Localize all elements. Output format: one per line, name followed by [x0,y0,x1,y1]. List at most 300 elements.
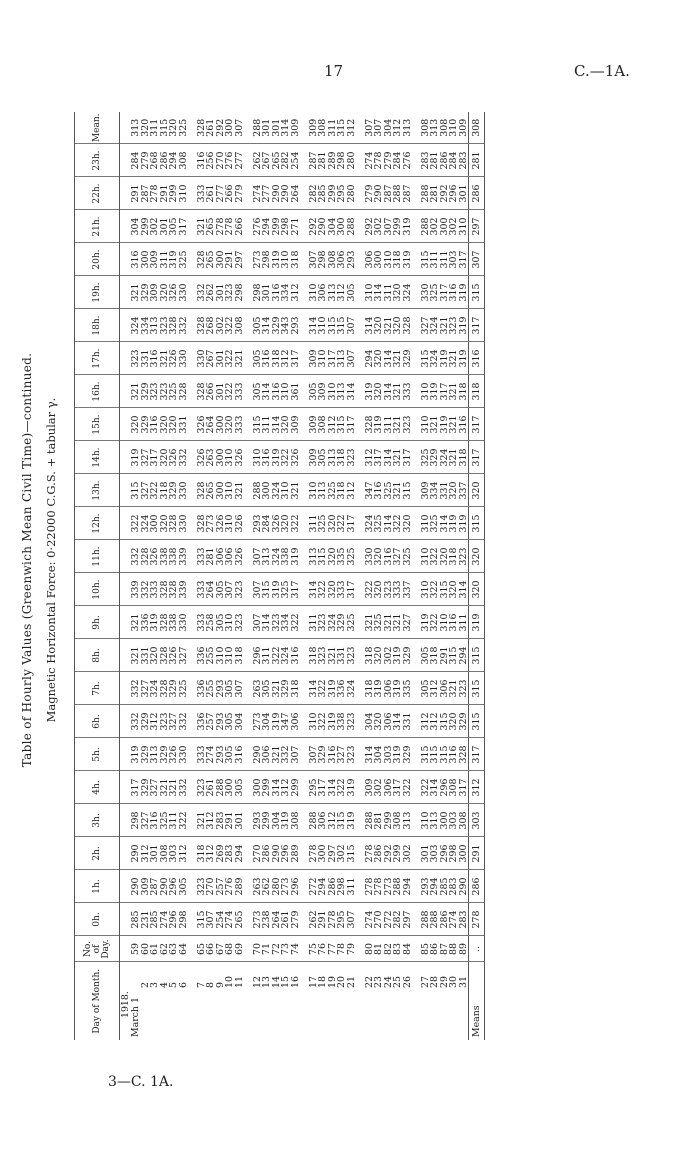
hour-value: 324 [131,309,141,342]
header-hour: 11h. [75,540,120,573]
hour-value: 313 [150,738,160,771]
hour-value: 302 [150,210,160,243]
day-of-month: 15 [280,976,292,988]
hour-value: 300 [440,210,450,243]
hour-value: 323 [318,639,328,672]
hour-value: 333 [150,573,160,606]
hour-value: 300 [150,507,160,540]
hour-value: 291 [225,804,235,837]
hour-value: 322 [225,309,235,342]
hour-value: 310 [179,177,189,210]
hour-value: 321 [449,441,459,474]
hour-value: 314 [440,507,450,540]
hour-value: 323 [272,606,282,639]
hour-value: 314 [347,375,357,408]
hour-value: 314 [384,507,394,540]
header-hour: 8h. [75,639,120,672]
hour-value: 318 [309,639,319,672]
hour-value: 310 [440,606,450,639]
row-mean: 301 [262,112,272,144]
hour-value: 315 [469,507,485,540]
hour-value: 315 [420,243,430,276]
header-hour: 12h. [75,507,120,540]
hour-value: 274 [160,903,170,936]
hour-value: 265 [206,474,216,507]
hour-value: 322 [318,705,328,738]
hour-value: 321 [131,639,141,672]
hour-value: 311 [440,243,450,276]
row-mean: 307 [364,112,374,144]
hour-value: 316 [449,276,459,309]
row-mean: 308 [420,112,430,144]
hour-value: 325 [374,606,384,639]
row-mean: 313 [131,112,141,144]
hour-value: 321 [160,771,170,804]
hour-value: 281 [469,144,485,177]
hour-value: 312 [206,837,216,870]
hour-value: 316 [384,540,394,573]
hour-value: 321 [449,408,459,441]
hour-value: 310 [420,540,430,573]
hour-value: 321 [291,474,301,507]
hour-value: 322 [225,342,235,375]
hour-value: 303 [169,837,179,870]
hour-value: 305 [318,441,328,474]
hour-value: 288 [393,177,403,210]
hour-value: 307 [253,573,263,606]
header-hour: 0h. [75,903,120,936]
hour-value: 314 [272,408,282,441]
hour-value: 300 [459,837,469,870]
hour-value: 326 [197,408,207,441]
hour-value: 329 [141,276,151,309]
hour-value: 261 [206,177,216,210]
day-of-month: 18 [317,976,329,988]
hour-value: 320 [160,408,170,441]
hour-value: 311 [160,243,170,276]
hour-value: 306 [384,705,394,738]
hour-value: 268 [206,309,216,342]
day-of-month: 10 [224,976,236,988]
hour-value: 321 [197,210,207,243]
day-number: 66 [206,936,216,962]
hour-value: 328 [459,738,469,771]
hour-value: 314 [384,342,394,375]
hour-value: 329 [403,342,413,375]
hour-value: 328 [403,309,413,342]
day-number: 63 [169,936,179,962]
hour-value: 296 [440,837,450,870]
hour-value: 312 [430,705,440,738]
hour-value: 315 [253,408,263,441]
hour-value: 298 [449,837,459,870]
hour-value: 320 [449,705,459,738]
hour-value: 309 [291,408,301,441]
hour-value: 266 [206,375,216,408]
hour-value: 325 [347,606,357,639]
hour-value: 290 [281,177,291,210]
hour-value: 333 [235,375,245,408]
hour-value: 314 [309,573,319,606]
hour-value: 302 [430,210,440,243]
hour-value: 287 [150,870,160,903]
hour-value: 311 [262,639,272,672]
row-mean: 308 [318,112,328,144]
hour-value: 301 [216,276,226,309]
hour-value: 320 [281,408,291,441]
hour-value: 314 [309,672,319,705]
hour-value: 313 [430,804,440,837]
hour-value: 313 [403,804,413,837]
hour-value: 330 [197,342,207,375]
hour-value: 338 [169,540,179,573]
hour-value: 313 [150,309,160,342]
hour-value: 316 [131,243,141,276]
hour-value: 289 [291,837,301,870]
row-mean: 313 [430,112,440,144]
hour-value: 299 [262,771,272,804]
hour-value: 300 [440,804,450,837]
hour-value: 325 [169,375,179,408]
hour-value: 328 [169,507,179,540]
hour-value: 264 [272,903,282,936]
hour-value: 318 [337,441,347,474]
hour-value: 322 [337,507,347,540]
header-day: Day of Month. [75,962,120,1040]
hour-value: 311 [384,408,394,441]
hour-value: 306 [318,276,328,309]
hour-value: 320 [374,309,384,342]
hour-value: 321 [393,342,403,375]
hour-value: 315 [328,309,338,342]
hour-value: 321 [449,342,459,375]
hour-value: 290 [253,738,263,771]
hour-value: 288 [364,804,374,837]
hour-value: 319 [272,441,282,474]
hour-value: 336 [197,672,207,705]
table-row [235,112,245,1040]
hour-value: 320 [160,507,170,540]
hour-value: 318 [160,474,170,507]
row-mean: 310 [449,112,459,144]
hour-value: 310 [420,408,430,441]
day-number: 88 [449,936,459,962]
table-row [291,112,301,1040]
hour-value: 317 [469,441,485,474]
hour-value: 320 [374,540,384,573]
row-mean: 314 [281,112,291,144]
header-hour: 4h. [75,771,120,804]
hour-value: 323 [459,672,469,705]
hour-value: 306 [384,672,394,705]
hour-value: 325 [374,507,384,540]
hour-value: 319 [459,342,469,375]
hour-value: 308 [235,309,245,342]
hour-value: 305 [253,309,263,342]
hour-value: 292 [440,177,450,210]
hour-value: 310 [281,375,291,408]
hour-value: 304 [131,210,141,243]
hour-value: 269 [216,837,226,870]
hour-value: 310 [318,309,328,342]
row-mean: 311 [328,112,338,144]
hour-value: 312 [281,771,291,804]
hour-value: 274 [225,903,235,936]
day-of-month: 24 [382,976,394,988]
row-mean: 312 [347,112,357,144]
hour-value: 308 [318,408,328,441]
hour-value: 314 [384,375,394,408]
hour-value: 307 [235,672,245,705]
hour-value: 339 [179,573,189,606]
hour-value: 333 [197,177,207,210]
hour-value: 276 [253,210,263,243]
hour-value: 283 [420,144,430,177]
hour-value: 330 [179,276,189,309]
hour-value: 322 [430,573,440,606]
hour-value: 315 [197,903,207,936]
hour-value: 318 [449,540,459,573]
hour-value: 333 [235,408,245,441]
hour-value: 326 [235,441,245,474]
header-hour: 18h. [75,309,120,342]
hour-value: 316 [235,738,245,771]
hour-value: 307 [347,309,357,342]
hour-value: 278 [364,870,374,903]
hour-value: 291 [131,177,141,210]
hour-value: 294 [403,870,413,903]
hour-value: 315 [337,408,347,441]
hour-value: 296 [440,771,450,804]
hour-value: 307 [291,738,301,771]
hour-value: 295 [337,903,347,936]
hour-value: 334 [281,276,291,309]
hour-value: 320 [449,474,459,507]
hour-value: 314 [430,771,440,804]
hour-value: 315 [403,474,413,507]
hour-value: 306 [364,243,374,276]
means-row [469,112,485,1040]
hour-value: 328 [160,639,170,672]
day-number: 87 [440,936,450,962]
hour-value: 319 [430,375,440,408]
hour-value: 258 [206,606,216,639]
hour-value: 326 [169,276,179,309]
hour-value: 277 [262,177,272,210]
hour-value: 315 [337,804,347,837]
hour-value: 288 [420,210,430,243]
hour-value: 329 [459,705,469,738]
hour-value: 320 [131,408,141,441]
hour-value: 322 [393,507,403,540]
hour-value: 304 [235,705,245,738]
day-number: 86 [430,936,440,962]
hour-value: 303 [430,837,440,870]
header-hour: 16h. [75,375,120,408]
hour-value: 332 [179,705,189,738]
hour-value: 287 [403,177,413,210]
day-of-month: 23 [373,976,385,988]
hour-value: 347 [281,705,291,738]
hour-value: 297 [328,837,338,870]
hour-value: 306 [225,540,235,573]
hour-value: 324 [364,507,374,540]
hour-value: 324 [272,540,282,573]
hour-value: 327 [179,639,189,672]
row-mean: 292 [216,112,226,144]
hour-value: 294 [262,210,272,243]
hour-value: 314 [393,705,403,738]
rotated-table-block [20,80,630,1040]
hour-value: 321 [449,375,459,408]
hour-value: 319 [131,738,141,771]
hour-value: 319 [449,507,459,540]
row-mean: 301 [272,112,282,144]
hour-value: 316 [449,606,459,639]
hour-value: 256 [206,144,216,177]
hour-value: 311 [347,870,357,903]
hour-value: 299 [141,210,151,243]
hour-value: 320 [169,408,179,441]
hour-value: 320 [328,540,338,573]
hour-value: 262 [253,144,263,177]
day-of-month: 6 [178,982,190,988]
hour-value: 325 [430,276,440,309]
hour-value: 319 [440,342,450,375]
hour-value: 290 [272,177,282,210]
hour-value: 273 [281,870,291,903]
hour-value: 274 [253,177,263,210]
hour-value: 319 [347,771,357,804]
hour-value: 311 [169,804,179,837]
day-number: 82 [384,936,394,962]
hour-value: 291 [469,837,485,870]
hour-value: 321 [449,672,459,705]
hour-value: 301 [420,837,430,870]
header-hour: 22h. [75,177,120,210]
hour-value: 310 [281,243,291,276]
header-hour: 13h. [75,474,120,507]
hour-value: 283 [449,870,459,903]
hour-value: 312 [281,342,291,375]
hour-value: 320 [374,342,384,375]
hour-value: 324 [150,672,160,705]
hour-value: 318 [197,837,207,870]
hour-value: 323 [347,738,357,771]
header-hour: 3h. [75,804,120,837]
hour-value: 319 [328,672,338,705]
hour-value: 322 [291,507,301,540]
day-number: 77 [328,936,338,962]
hour-value: 320 [281,507,291,540]
hour-value: 332 [179,309,189,342]
row-mean: 307 [374,112,384,144]
hour-value: 290 [160,870,170,903]
hour-value: 320 [469,474,485,507]
hour-value: 301 [216,342,226,375]
hour-value: 299 [328,177,338,210]
hour-value: 322 [272,639,282,672]
hour-value: 263 [206,441,216,474]
hour-value: 305 [309,375,319,408]
page-number: 17 [324,62,344,80]
hour-value: 306 [440,672,450,705]
hour-value: 298 [337,870,347,903]
hour-value: 316 [272,276,282,309]
hour-value: 302 [449,210,459,243]
hour-value: 326 [197,441,207,474]
hour-value: 297 [403,903,413,936]
hour-value: 320 [449,573,459,606]
hour-value: 281 [206,540,216,573]
hour-value: 278 [216,210,226,243]
hour-value: 321 [393,441,403,474]
day-number: 71 [262,936,272,962]
hour-value: 301 [150,837,160,870]
hour-value: 286 [469,177,485,210]
hour-value: 326 [216,507,226,540]
hour-value: 293 [253,507,263,540]
hour-value: 326 [235,540,245,573]
hour-value: 310 [309,474,319,507]
hour-value: 332 [179,771,189,804]
hour-value: 292 [384,837,394,870]
hour-value: 303 [449,243,459,276]
hour-value: 299 [393,837,403,870]
hour-value: 267 [262,144,272,177]
hour-value: 321 [197,804,207,837]
hour-value: 323 [160,375,170,408]
header-hour: 5h. [75,738,120,771]
row-mean: 309 [309,112,319,144]
hour-value: 316 [262,342,272,375]
hour-value: 323 [235,573,245,606]
hour-value: 298 [131,804,141,837]
hour-value: 327 [403,606,413,639]
hour-value: 307 [384,210,394,243]
hour-value: 326 [169,738,179,771]
hour-value: 298 [235,276,245,309]
hour-value: 319 [459,276,469,309]
day-number: 60 [141,936,151,962]
row-mean: 313 [403,112,413,144]
hour-value: 319 [420,606,430,639]
hour-value: 322 [318,573,328,606]
hour-value: 328 [169,573,179,606]
hour-value: 325 [403,540,413,573]
hour-value: 337 [403,573,413,606]
hour-value: 288 [420,903,430,936]
hour-value: 317 [328,342,338,375]
hour-value: 309 [309,342,319,375]
hour-value: 264 [206,408,216,441]
day-of-month: 30 [448,976,460,988]
hour-value: 323 [197,870,207,903]
hour-value: 317 [347,408,357,441]
header-hour: 1h. [75,870,120,903]
hour-value: 310 [309,276,319,309]
hour-value: 294 [430,870,440,903]
hour-value: 337 [459,474,469,507]
hour-value: 300 [318,837,328,870]
hour-value: 305 [253,375,263,408]
hour-value: 307 [225,573,235,606]
hour-value: 328 [160,573,170,606]
hour-value: 314 [309,309,319,342]
hour-value: 296 [281,837,291,870]
hour-value: 326 [272,507,282,540]
day-of-month: 12 [251,976,263,988]
